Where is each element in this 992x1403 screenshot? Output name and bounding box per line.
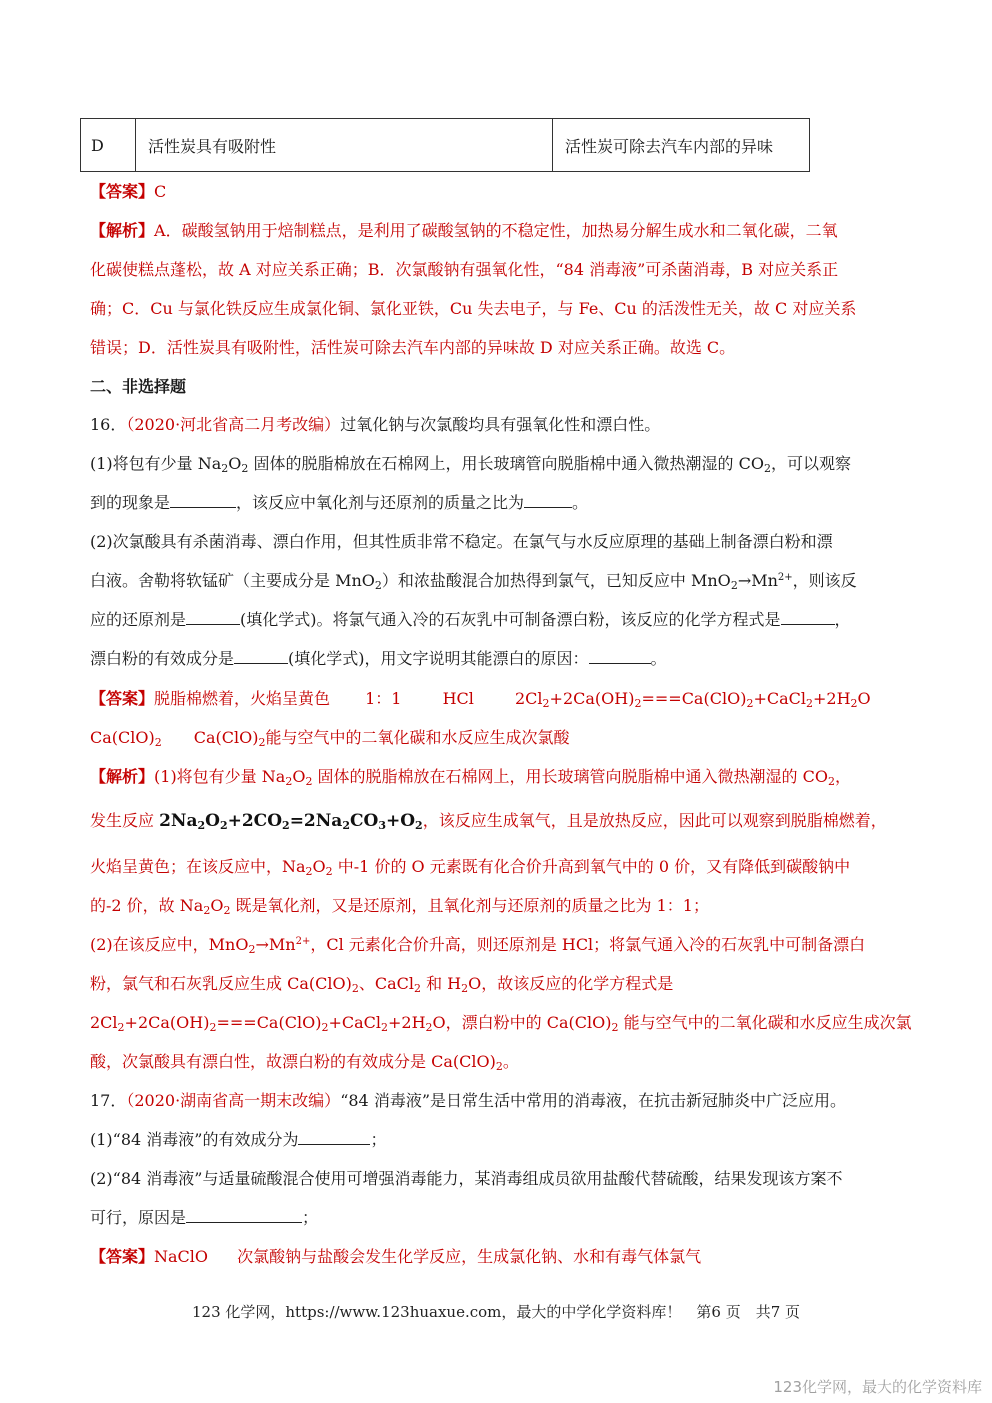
q16-analysis-line-7: $2Cl_2+2Ca(OH)_2===Ca(ClO)_2+CaCl_2+2H_2O$，漂白粉中的 $Ca(ClO)_2$ 能与空气中的二氧化碳和水反应生成次氯 <box>90 1013 912 1034</box>
q16-analysis-line-8: 酸，次氯酸具有漂白性，故漂白粉的有效成分是 $Ca(ClO)_2$。 <box>90 1052 519 1073</box>
q16-analysis-line-6: 粉，氯气和石灰乳反应生成 $Ca(ClO)_2$、CaCl$_2$ 和 $H_2O$，故该反应的化学方程式是 <box>90 974 674 995</box>
q16-analysis-line-5: (2)在该反应中，$MnO_2\to Mn^{2+}$，Cl 元素化合价升高，则还原剂是 HCl；将氯气通入冷的石灰乳中可制备漂白 <box>90 935 866 956</box>
q16-answer-line-1: 【答案】脱脂棉燃着，火焰呈黄色 1：1 HCl $2Cl_2+2Ca(OH)_2===Ca(ClO)_2+CaCl_2+2H_2O$ <box>90 689 871 710</box>
q17-part2-line-2: 可行，原因是 ； <box>90 1208 319 1227</box>
q15-analysis-line-2: 化碳使糕点蓬松，故 A 对应关系正确；B．次氯酸钠有强氧化性，“84 消毒液”可杀菌消毒，B 对应关系正 <box>90 260 839 279</box>
q15-answer: 【答案】C <box>90 182 167 201</box>
q15-analysis-line-3: 确；C．Cu 与氯化铁反应生成氯化铜、氯化亚铁，Cu 失去电子，与 Fe、Cu 的活泼性无关，故 C 对应关系 <box>90 299 857 318</box>
q17-part2-line-1: (2)“84 消毒液”与适量硫酸混合使用可增强消毒能力，某消毒组成员欲用盐酸代替硫酸，结果发现该方案不 <box>90 1169 843 1188</box>
q17-part1: (1)“84 消毒液”的有效成分为 ； <box>90 1130 387 1149</box>
table-row <box>81 119 810 172</box>
q16-stem: 16．（2020·河北省高二月考改编）过氧化钠与次氯酸均具有强氧化性和漂白性。 <box>90 415 661 434</box>
q16-answer-line-2: $Ca(ClO)_2$ $Ca(ClO)_2$能与空气中的二氧化碳和水反应生成次氯酸 <box>90 728 570 749</box>
answer-blank[interactable] <box>234 649 288 664</box>
page-footer: 123 化学网，https://www.123huaxue.com，最大的中学化学资料库！ 第6 页 共7 页 <box>191 1303 801 1321</box>
q16-part2-line-2: 白液。舍勒将软锰矿（主要成分是 MnO$_2$）和浓盐酸混合加热得到氯气，已知反应中 $MnO_2\to Mn^{2+}$，则该反 <box>90 571 857 592</box>
watermark: 123化学网，最大的化学资料库 <box>773 1378 982 1396</box>
answer-blank[interactable] <box>186 610 240 625</box>
answer-blank[interactable] <box>298 1130 370 1145</box>
answer-blank[interactable] <box>524 493 572 508</box>
q16-part2-line-3: 应的还原剂是 (填化学式)。将氯气通入冷的石灰乳中可制备漂白粉，该反应的化学方程式是 ， <box>90 610 851 629</box>
table-cell-option: D <box>81 119 136 172</box>
q16-part2-line-4: 漂白粉的有效成分是 (填化学式)，用文字说明其能漂白的原因： 。 <box>90 649 667 668</box>
q15-analysis-line-1: 【解析】A．碳酸氢钠用于焙制糕点，是利用了碳酸氢钠的不稳定性，加热易分解生成水和二氧化碳，二氧 <box>90 221 838 240</box>
answer-blank[interactable] <box>170 493 236 508</box>
table-cell-use: 活性炭可除去汽车内部的异味 <box>553 119 810 172</box>
answer-blank[interactable] <box>781 610 835 625</box>
q16-analysis-line-2: 发生反应 $2Na_2O_2+2CO_2=2Na_2CO_3+O_2$，该反应生成氧气，且是放热反应，因此可以观察到脱脂棉燃着， <box>90 811 887 832</box>
q17-answer: 【答案】NaClO 次氯酸钠与盐酸会发生化学反应，生成氯化钠、水和有毒气体氯气 <box>90 1247 702 1266</box>
section-title: 二、非选择题 <box>90 377 187 396</box>
answer-blank[interactable] <box>589 649 651 664</box>
table-cell-property: 活性炭具有吸附性 <box>136 119 553 172</box>
q16-part1-line-1: (1)将包有少量 $Na_2O_2$ 固体的脱脂棉放在石棉网上，用长玻璃管向脱脂棉中通入微热潮湿的 $CO_2$，可以观察 <box>90 454 851 475</box>
reaction-equation: $2Na_2O_2+2CO_2=2Na_2CO_3+O_2$ <box>159 811 423 832</box>
q16-analysis-line-4: 的-2 价，故 $Na_2O_2$ 既是氧化剂，又是还原剂，且氧化剂与还原剂的质量之比为 1：1； <box>90 896 709 917</box>
q15-analysis-line-4: 错误；D．活性炭具有吸附性，活性炭可除去汽车内部的异味故 D 对应关系正确。故选 C。 <box>90 338 736 357</box>
option-table <box>80 118 810 172</box>
answer-blank[interactable] <box>186 1208 302 1223</box>
q16-part1-line-2: 到的现象是 ，该反应中氧化剂与还原剂的质量之比为 。 <box>90 493 589 512</box>
q16-analysis-line-1: 【解析】(1)将包有少量 $Na_2O_2$ 固体的脱脂棉放在石棉网上，用长玻璃管向脱脂棉中通入微热潮湿的 $CO_2$， <box>90 767 851 788</box>
q17-stem: 17．（2020·湖南省高一期末改编）“84 消毒液”是日常生活中常用的消毒液，在抗击新冠肺炎中广泛应用。 <box>90 1091 846 1110</box>
answer-equation: $2Cl_2+2Ca(OH)_2===Ca(ClO)_2+CaCl_2+2H_2O$ <box>515 689 871 710</box>
q16-analysis-line-3: 火焰呈黄色；在该反应中，$Na_2O_2$ 中-1 价的 O 元素既有化合价升高到氧气中的 0 价，又有降低到碳酸钠中 <box>90 857 851 878</box>
q16-part2-line-1: (2)次氯酸具有杀菌消毒、漂白作用，但其性质非常不稳定。在氯气与水反应原理的基础上制备漂白粉和漂 <box>90 532 833 551</box>
